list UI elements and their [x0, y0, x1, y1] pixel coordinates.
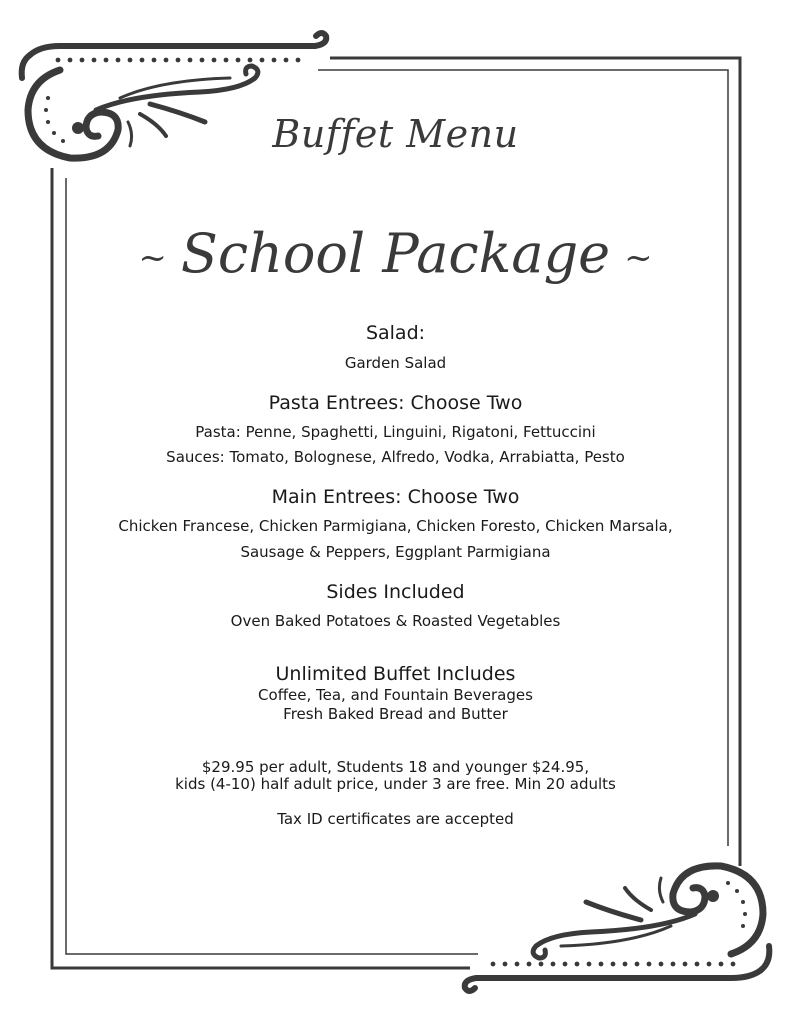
pricing-line: $29.95 per adult, Students 18 and younger $24.95, [201, 758, 590, 776]
sauces-line: Sauces: Tomato, Bolognese, Alfredo, Vodka, Arrabiatta, Pesto [166, 448, 625, 466]
menu-subtitle: Buffet Menu [272, 112, 519, 156]
tilde-ornament-right: ~ [624, 238, 653, 278]
section-heading-sides: Sides Included [326, 581, 465, 603]
tilde-ornament-left: ~ [138, 238, 167, 278]
pricing-line: kids (4-10) half adult price, under 3 are free. Min 20 adults [175, 775, 616, 793]
section-heading-salad: Salad: [365, 322, 426, 344]
pasta-line: Pasta: Penne, Spaghetti, Linguini, Rigatoni, Fettuccini [195, 423, 596, 441]
section-heading-pasta: Pasta Entrees: Choose Two [268, 392, 523, 414]
buffet-line: Coffee, Tea, and Fountain Beverages [258, 686, 533, 704]
main-line: Chicken Francese, Chicken Parmigiana, Chicken Foresto, Chicken Marsala, [118, 517, 673, 535]
section-heading-main: Main Entrees: Choose Two [271, 486, 520, 508]
tax-note: Tax ID certificates are accepted [277, 810, 514, 828]
page-title-text: School Package [180, 222, 611, 285]
salad-item: Garden Salad [344, 354, 447, 372]
page-title [0, 222, 791, 285]
corner-ornament-bottom-right [465, 866, 770, 991]
main-line: Sausage & Peppers, Eggplant Parmigiana [240, 543, 551, 561]
sides-line: Oven Baked Potatoes & Roasted Vegetables [230, 612, 561, 630]
buffet-line: Fresh Baked Bread and Butter [283, 705, 508, 723]
section-heading-buffet: Unlimited Buffet Includes [275, 663, 516, 685]
